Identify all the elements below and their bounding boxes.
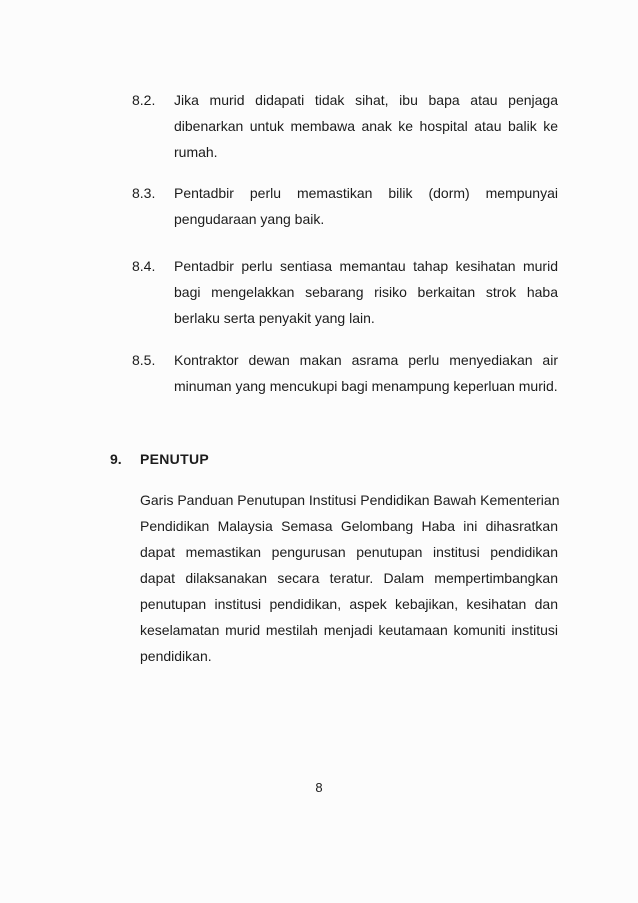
item-text: [174, 87, 558, 165]
item-number: 8.2.: [132, 92, 156, 108]
text-line: pengudaraan yang baik.: [174, 211, 325, 227]
item-text: [174, 180, 558, 232]
text-line: Jika murid didapati tidak sihat, ibu bapa atau penjaga: [174, 92, 558, 108]
section-number: 9.: [110, 451, 122, 467]
text-line: Pentadbir perlu sentiasa memantau tahap kesihatan murid: [174, 258, 558, 274]
text-line: rumah.: [174, 144, 218, 160]
text-line: dapat memastikan pengurusan penutupan institusi pendidikan: [140, 544, 558, 560]
text-line: Kontraktor dewan makan asrama perlu menyediakan air: [174, 352, 558, 368]
text-line: minuman yang mencukupi bagi menampung keperluan murid.: [174, 378, 558, 394]
text-line: Garis Panduan Penutupan Institusi Pendidikan Bawah Kementerian: [140, 492, 560, 508]
page-number: 8: [315, 780, 323, 795]
item-number: 8.5.: [132, 352, 156, 368]
text-line: dapat dilaksanakan secara teratur. Dalam mempertimbangkan: [140, 570, 558, 586]
section-paragraph: [140, 487, 558, 669]
text-line: bagi mengelakkan sebarang risiko berkaitan strok haba: [174, 284, 558, 300]
text-line: keselamatan murid mestilah menjadi keutamaan komuniti institusi: [140, 622, 558, 638]
item-text: [174, 253, 558, 331]
text-line: dibenarkan untuk membawa anak ke hospital atau balik ke: [174, 118, 558, 134]
text-line: Pendidikan Malaysia Semasa Gelombang Haba ini dihasratkan: [140, 518, 558, 534]
text-line: penutupan institusi pendidikan, aspek kebajikan, kesihatan dan: [140, 596, 558, 612]
item-number: 8.3.: [132, 185, 156, 201]
text-line: pendidikan.: [140, 648, 212, 664]
item-text: [174, 347, 558, 399]
text-line: Pentadbir perlu memastikan bilik (dorm) mempunyai: [174, 185, 558, 201]
text-line: berlaku serta penyakit yang lain.: [174, 310, 375, 326]
item-number: 8.4.: [132, 258, 156, 274]
section-title: PENUTUP: [140, 451, 209, 467]
